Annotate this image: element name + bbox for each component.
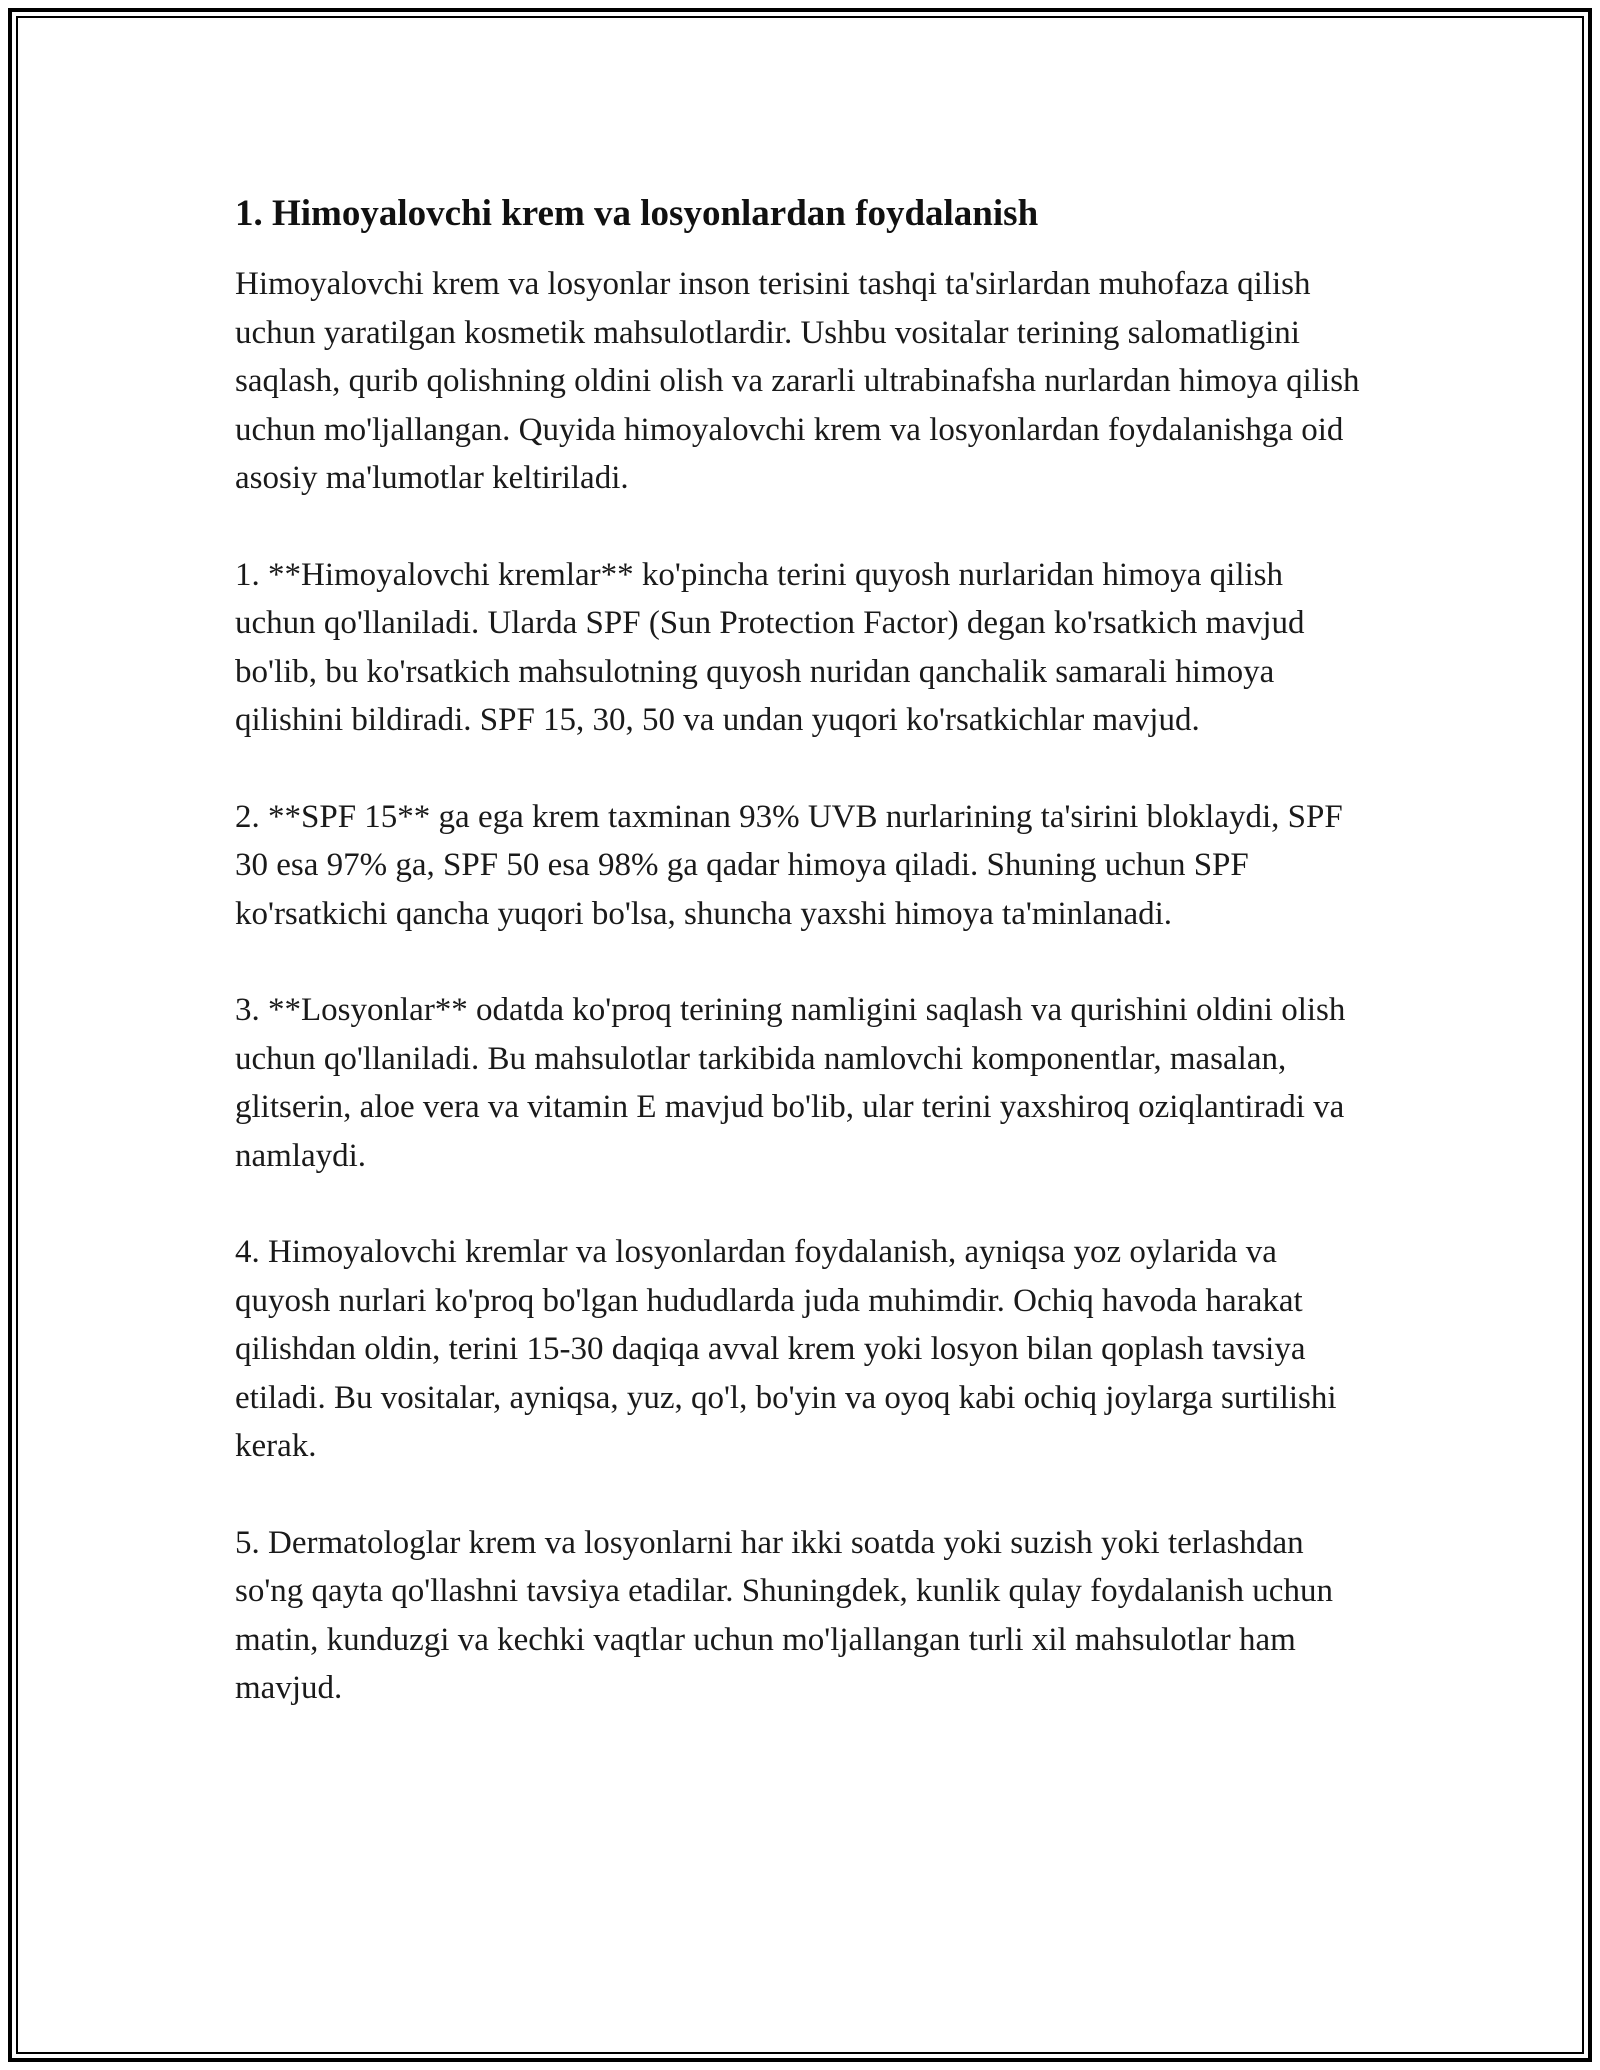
paragraph-item-5: 5. Dermatologlar krem va losyonlarni har ikki soatda yoki suzish yoki terlashdan so'ng qayta qo'llashni tavsiya etadilar. Shuningdek, kunlik qulay foydalanish uchun matin, kunduzgi va kechki vaqtlar uchun mo'ljallangan turli xil mahsulotlar ham mavjud. — [235, 1524, 1333, 1706]
paragraph-item-3: 3. **Losyonlar** odatda ko'proq terining namligini saqlash va qurishini oldini olish uchun qo'llaniladi. Bu mahsulotlar tarkibida namlovchi komponentlar, masalan, glitserin, aloe vera va vitamin E mavjud bo'lib, ular terini yaxshiroq oziqlantiradi va namlaydi. — [235, 992, 1346, 1174]
paragraph-item-2: 2. **SPF 15** ga ega krem taxminan 93% UVB nurlarining ta'sirini bloklaydi, SPF 30 esa 97% ga, SPF 50 esa 98% ga qadar himoya qiladi. Shuning uchun SPF ko'rsatkichi qancha yuqori bo'lsa, shuncha yaxshi himoya ta'minlanadi. — [235, 798, 1343, 932]
section-heading: 1. Himoyalovchi krem va losyonlardan foydalanish — [235, 193, 1039, 234]
document-body — [235, 186, 1365, 1761]
intro-paragraph: Himoyalovchi krem va losyonlar inson terisini tashqi ta'sirlardan muhofaza qilish uchun yaratilgan kosmetik mahsulotlardir. Ushbu vositalar terining salomatligini saqlash, qurib qolishning oldini olish va zararli ultrabinafsha nurlardan himoya qilish uchun mo'ljallangan. Quyida himoyalovchi krem va losyonlardan foydalanishga oid asosiy ma'lumotlar keltiriladi. — [235, 266, 1360, 496]
paragraph-item-4: 4. Himoyalovchi kremlar va losyonlardan foydalanish, ayniqsa yoz oylarida va quyosh nurlari ko'proq bo'lgan hududlarda juda muhimdir. Ochiq havoda harakat qilishdan oldin, terini 15-30 daqiqa avval krem yoki losyon bilan qoplash tavsiya etiladi. Bu vositalar, ayniqsa, yuz, qo'l, bo'yin va oyoq kabi ochiq joylarga surtilishi kerak. — [235, 1234, 1337, 1464]
paragraph-item-1: 1. **Himoyalovchi kremlar** ko'pincha terini quyosh nurlaridan himoya qilish uchun qo'llaniladi. Ularda SPF (Sun Protection Factor) degan ko'rsatkich mavjud bo'lib, bu ko'rsatkich mahsulotning quyosh nuridan qanchalik samarali himoya qilishini bildiradi. SPF 15, 30, 50 va undan yuqori ko'rsatkichlar mavjud. — [235, 556, 1305, 738]
